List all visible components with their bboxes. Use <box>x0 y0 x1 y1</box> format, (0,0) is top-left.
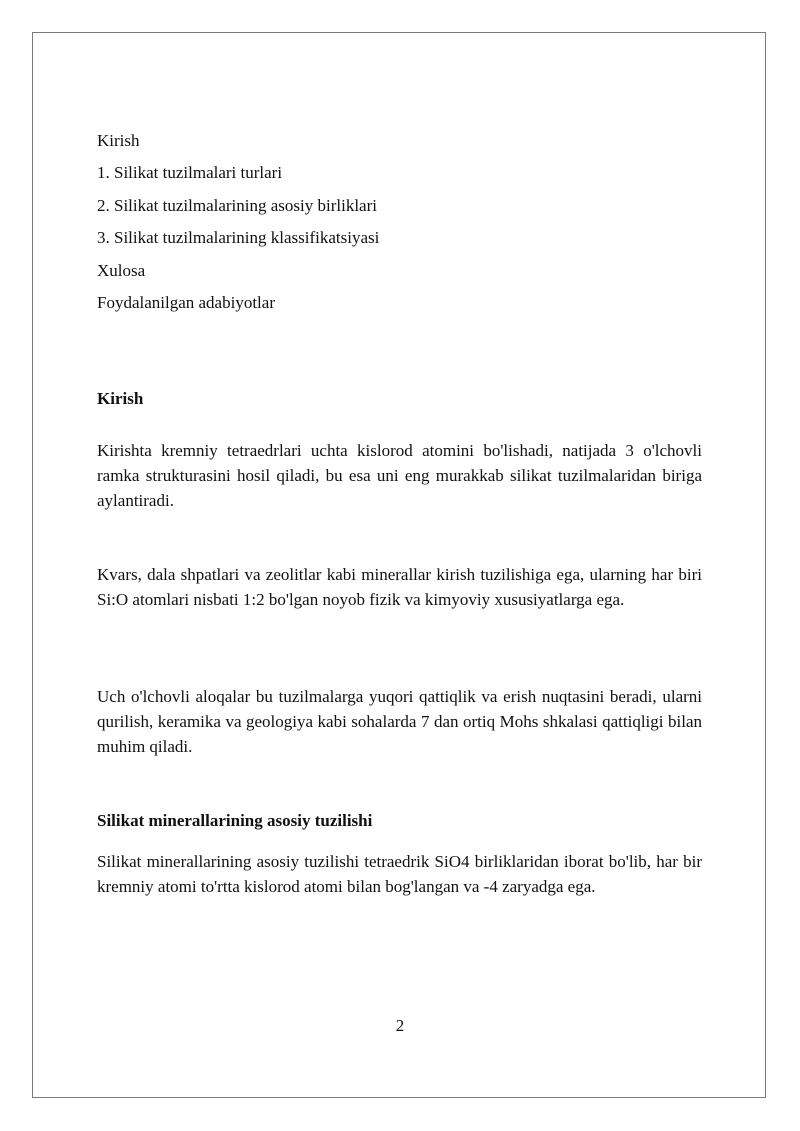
intro-paragraph-1: Kirishta kremniy tetraedrlari uchta kislorod atomini bo'lishadi, natijada 3 o'lchovli ramka strukturasini hosil qiladi, bu esa uni eng murakkab silikat tuzilmalaridan biriga aylantiradi. <box>97 441 702 510</box>
basic-structure-paragraph-1: Silikat minerallarining asosiy tuzilishi tetraedrik SiO4 birliklaridan iborat bo'lib, har bir kremniy atomi to'rtta kislorod atomi bilan bog'langan va -4 zaryadga ega. <box>97 852 702 896</box>
toc-item-types: 1. Silikat tuzilmalari turlari <box>97 163 283 183</box>
intro-paragraph-3: Uch o'lchovli aloqalar bu tuzilmalarga yuqori qattiqlik va erish nuqtasini beradi, ularni qurilish, keramika va geologiya kabi sohalarda 7 dan ortiq Mohs shkalasi qattiqligi bilan muhim qiladi. <box>97 687 702 756</box>
section-heading-basic-structure: Silikat minerallarining asosiy tuzilishi <box>97 811 373 830</box>
toc-item-classification: 3. Silikat tuzilmalarining klassifikatsiyasi <box>97 228 380 248</box>
page-number: 2 <box>395 1016 405 1035</box>
toc-item-references: Foydalanilgan adabiyotlar <box>97 292 275 312</box>
toc-item-conclusion: Xulosa <box>97 260 146 280</box>
table-of-contents <box>97 129 702 323</box>
intro-paragraph-2: Kvars, dala shpatlari va zeolitlar kabi minerallar kirish tuzilishiga ega, ularning har biri Si:O atomlari nisbati 1:2 bo'lgan noyob fizik va kimyoviy xususiyatlarga ega. <box>97 565 702 609</box>
toc-item-units: 2. Silikat tuzilmalarining asosiy birliklari <box>97 195 377 215</box>
toc-item-intro: Kirish <box>97 131 140 150</box>
section-heading-intro: Kirish <box>97 389 144 408</box>
